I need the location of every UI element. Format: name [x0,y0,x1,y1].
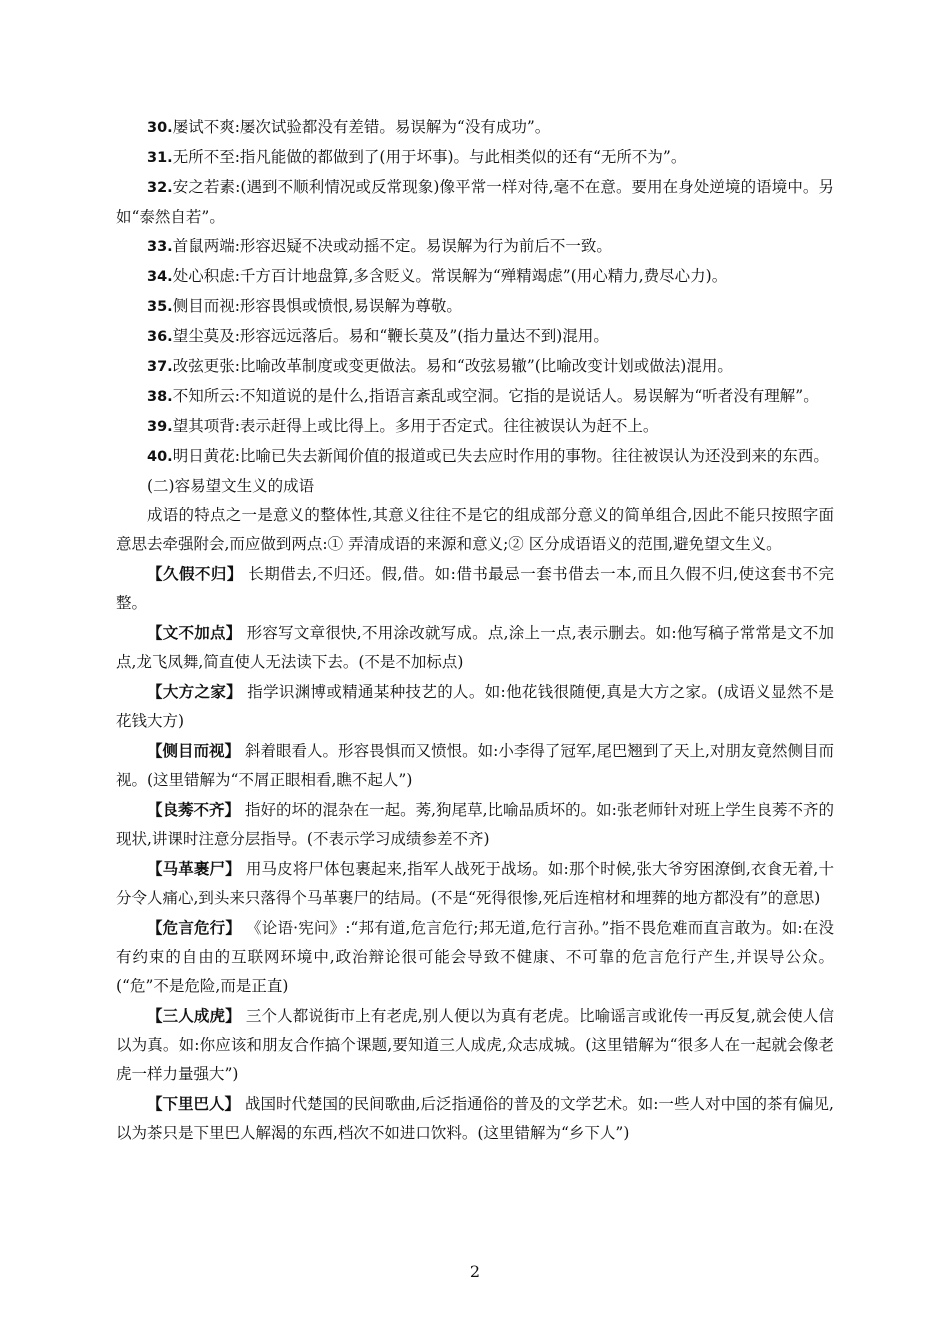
idiom-entry [116,1089,834,1148]
entry-30 [116,113,834,143]
idiom-entry [116,854,834,913]
entry-text: 侧目而视:形容畏惧或愤恨,易误解为尊敬。 [172,297,462,315]
idiom-entry [116,677,834,736]
entry-number: 33. [147,239,173,255]
document-body [116,113,834,1148]
entry-number: 30. [147,120,173,136]
entry-number: 38. [147,389,173,405]
idiom-entry [116,736,834,795]
section-intro: 成语的特点之一是意义的整体性,其意义往往不是它的组成部分意义的简单组合,因此不能只按照字面意思去牵强附会,而应做到两点:① 弄清成语的来源和意义;② 区分成语语义的范围,避免望文生义。 [116,506,834,553]
idiom-explanation: 斜着眼看人。形容畏惧而又愤恨。如:小李得了冠军,尾巴翘到了天上,对朋友竟然侧目而视。(这里错解为“不屑正眼相看,瞧不起人”) [116,742,834,789]
entry-text: 不知所云:不知道说的是什么,指语言紊乱或空洞。它指的是说话人。易误解为“听者没有理解”。 [172,387,819,405]
entry-number: 39. [147,419,173,435]
idiom-entry [116,559,834,618]
idiom-explanation: 形容写文章很快,不用涂改就写成。点,涂上一点,表示删去。如:他写稿子常常是文不加点,龙飞凤舞,简直使人无法读下去。(不是不加标点) [116,624,834,671]
idiom-explanation: 指好的坏的混杂在一起。莠,狗尾草,比喻品质坏的。如:张老师针对班上学生良莠不齐的现状,讲课时注意分层指导。(不表示学习成绩参差不齐) [116,801,834,848]
idiom-entry [116,1001,834,1089]
idiom-entry [116,618,834,677]
entry-40 [116,442,834,472]
idiom-term: 【下里巴人】 [147,1094,241,1113]
entry-text: 望尘莫及:形容远远落后。易和“鞭长莫及”(指力量达不到)混用。 [172,327,609,345]
entry-text: 改弦更张:比喻改革制度或变更做法。易和“改弦易辙”(比喻改变计划或做法)混用。 [172,357,733,375]
entry-32 [116,173,834,232]
idiom-term: 【文不加点】 [147,623,242,642]
entry-number: 34. [147,269,173,285]
idiom-term: 【危言危行】 [147,918,242,937]
entry-text: 处心积虑:千方百计地盘算,多含贬义。常误解为“殚精竭虑”(用心精力,费尽心力)。 [172,267,728,285]
entry-38 [116,382,834,412]
entry-text: 屡试不爽:屡次试验都没有差错。易误解为“没有成功”。 [172,118,551,136]
entry-39 [116,412,834,442]
idiom-explanation: 《论语·宪问》:“邦有道,危言危行;邦无道,危行言孙。”指不畏危难而直言敢为。如:在没有约束的自由的互联网环境中,政治辩论很可能会导致不健康、不可靠的危言危行产生,并误导公众。(“危”不是危险,而是正直) [116,919,834,995]
entry-35 [116,292,834,322]
idiom-term: 【侧目而视】 [147,741,241,760]
entry-text: 无所不至:指凡能做的都做到了(用于坏事)。与此相类似的还有“无所不为”。 [172,148,687,166]
entry-number: 31. [147,150,173,166]
entry-number: 40. [147,449,173,465]
entry-text: 首鼠两端:形容迟疑不决或动摇不定。易误解为行为前后不一致。 [172,237,612,255]
entry-number: 36. [147,329,173,345]
entry-33 [116,232,834,262]
idiom-entry [116,795,834,854]
entry-31 [116,143,834,173]
entry-number: 32. [147,180,173,196]
idiom-term: 【良莠不齐】 [147,800,241,819]
entry-34 [116,262,834,292]
page-number: 2 [469,1262,481,1281]
entry-36 [116,322,834,352]
idiom-explanation: 指学识渊博或精通某种技艺的人。如:他花钱很随便,真是大方之家。(成语义显然不是花钱大方) [116,683,834,730]
idiom-explanation: 长期借去,不归还。假,借。如:借书最忌一套书借去一本,而且久假不归,使这套书不完整。 [116,565,834,612]
entry-text: 安之若素:(遇到不顺利情况或反常现象)像平常一样对待,毫不在意。要用在身处逆境的语境中。另如“泰然自若”。 [116,178,834,226]
idiom-term: 【大方之家】 [147,682,242,701]
idiom-explanation: 用马皮将尸体包裹起来,指军人战死于战场。如:那个时候,张大爷穷困潦倒,衣食无着,十分令人痛心,到头来只落得个马革裹尸的结局。(不是“死得很惨,死后连棺材和埋葬的地方都没有”的意思) [116,860,834,907]
idiom-entry [116,913,834,1001]
section-heading: (二)容易望文生义的成语 [147,477,315,495]
idiom-explanation: 战国时代楚国的民间歌曲,后泛指通俗的普及的文学艺术。如:一些人对中国的茶有偏见,以为茶只是下里巴人解渴的东西,档次不如进口饮料。(这里错解为“乡下人”) [116,1095,834,1142]
entry-37 [116,352,834,382]
idiom-term: 【马革裹尸】 [147,859,241,878]
idiom-explanation: 三个人都说街市上有老虎,别人便以为真有老虎。比喻谣言或讹传一再反复,就会使人信以为真。如:你应该和朋友合作搞个课题,要知道三人成虎,众志成城。(这里错解为“很多人在一起就会像老虎一样力量强大”) [116,1007,834,1083]
idiom-term: 【久假不归】 [147,564,243,583]
idiom-term: 【三人成虎】 [147,1006,241,1025]
entry-number: 37. [147,359,173,375]
entry-number: 35. [147,299,173,315]
entry-text: 明日黄花:比喻已失去新闻价值的报道或已失去应时作用的事物。往往被误认为还没到来的东西。 [172,447,829,465]
entry-text: 望其项背:表示赶得上或比得上。多用于否定式。往往被误认为赶不上。 [172,417,659,435]
